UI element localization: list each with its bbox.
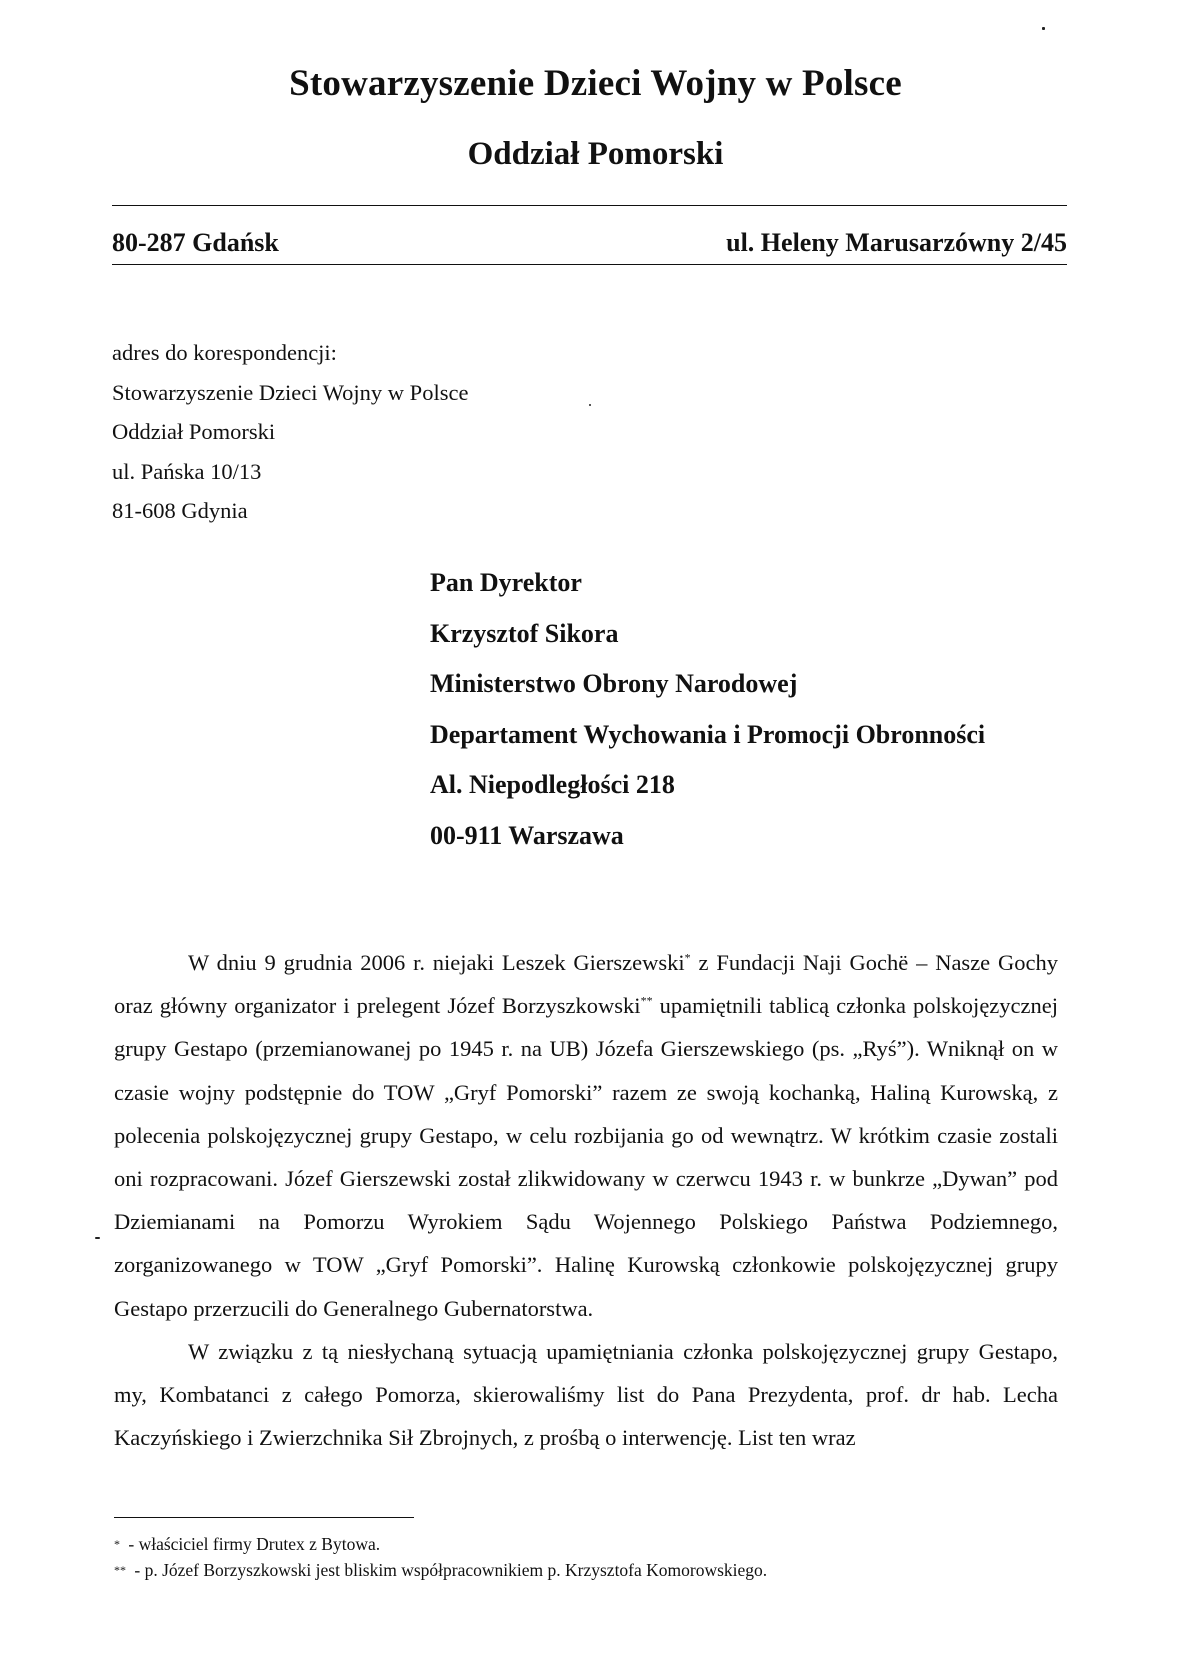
- footnote-separator: [114, 1517, 414, 1518]
- correspondence-line: Stowarzyszenie Dzieci Wojny w Polsce: [112, 379, 469, 405]
- organization-title: Stowarzyszenie Dzieci Wojny w Polsce: [289, 63, 902, 104]
- correspondence-address: [112, 333, 468, 531]
- body-paragraph-2: W związku z tą niesłychaną sytuacją upamiętniania członka polskojęzycznej grupy Gestapo, my, Kombatanci z całego Pomorza, skierowaliśmy list do Pana Prezydenta, prof. dr hab. Lecha Kaczyńskiego i Zwierzchnika Sił Zbrojnych, z prośbą o interwencję. List ten wraz: [114, 1338, 1058, 1451]
- body-text: W dniu 9 grudnia 2006 r. niejaki Leszek Gierszewski: [188, 950, 685, 975]
- header-postal-city: 80-287 Gdańsk: [112, 228, 279, 257]
- header-rule-top: [112, 205, 1067, 206]
- body-text: upamiętnili tablicą członka polskojęzycznej grupy Gestapo (przemianowanej po 1945 r. na UB) Józefa Gierszewskiego (ps. „Ryś”). Wniknął on w czasie wojny podstępnie do TOW „Gryf Pomorski” razem ze swoją kochanką, Haliną Kurowską, z polecenia polskojęzycznej grupy Gestapo, w celu rozbijania go od wewnątrz. W krótkim czasie zostali oni rozpracowani. Józef Gierszewski został zlikwidowany w czerwcu 1943 r. w bunkrze „Dywan” pod Dziemianami na Pomorzu Wyrokiem Sądu Wojennego Polskiego Państwa Podziemnego, zorganizowanego w TOW „Gryf Pomorski”. Halinę Kurowską członkowie polskojęzycznej grupy Gestapo przerzucili do Generalnego Gubernatorstwa.: [114, 993, 1058, 1321]
- recipient-line: Pan Dyrektor: [430, 568, 582, 597]
- footnote-item: [114, 1557, 767, 1583]
- footnote-item: [114, 1531, 767, 1557]
- recipient-line: Ministerstwo Obrony Narodowej: [430, 669, 798, 698]
- scan-speck: [95, 1237, 100, 1239]
- footnote-text: - p. Józef Borzyszkowski jest bliskim współpracownikiem p. Krzysztofa Komorowskiego.: [130, 1560, 768, 1580]
- header-rule-bottom: [112, 264, 1067, 265]
- footnote-ref: **: [640, 993, 653, 1008]
- body-paragraph-1: [114, 941, 1058, 1330]
- correspondence-line: Oddział Pomorski: [112, 419, 276, 444]
- recipient-block: [430, 558, 985, 861]
- recipient-line: Krzysztof Sikora: [430, 618, 619, 648]
- scan-speck: [1042, 27, 1045, 30]
- correspondence-line: 81-608 Gdynia: [112, 498, 248, 523]
- footnote-mark: *: [114, 1537, 120, 1551]
- recipient-line: 00-911 Warszawa: [430, 820, 624, 850]
- recipient-line: Departament Wychowania i Promocji Obronności: [430, 719, 986, 749]
- correspondence-label: adres do korespondencji:: [112, 340, 337, 365]
- body-text: z Fundacji Naji Gochë – Nasze Gochy oraz główny organizator i prelegent Józef Borzyszkowski: [114, 950, 1058, 1019]
- footnotes: [114, 1531, 767, 1583]
- recipient-line: Al. Niepodległości 218: [430, 770, 675, 799]
- branch-title: Oddział Pomorski: [467, 136, 724, 172]
- scan-speck: [589, 404, 591, 406]
- header-street: ul. Heleny Marusarzówny 2/45: [726, 228, 1067, 257]
- footnote-text: - właściciel firmy Drutex z Bytowa.: [124, 1534, 381, 1554]
- letter-body: [114, 941, 1058, 1459]
- correspondence-line: ul. Pańska 10/13: [112, 458, 262, 484]
- footnote-ref: *: [684, 950, 691, 965]
- footnote-mark: **: [114, 1563, 126, 1577]
